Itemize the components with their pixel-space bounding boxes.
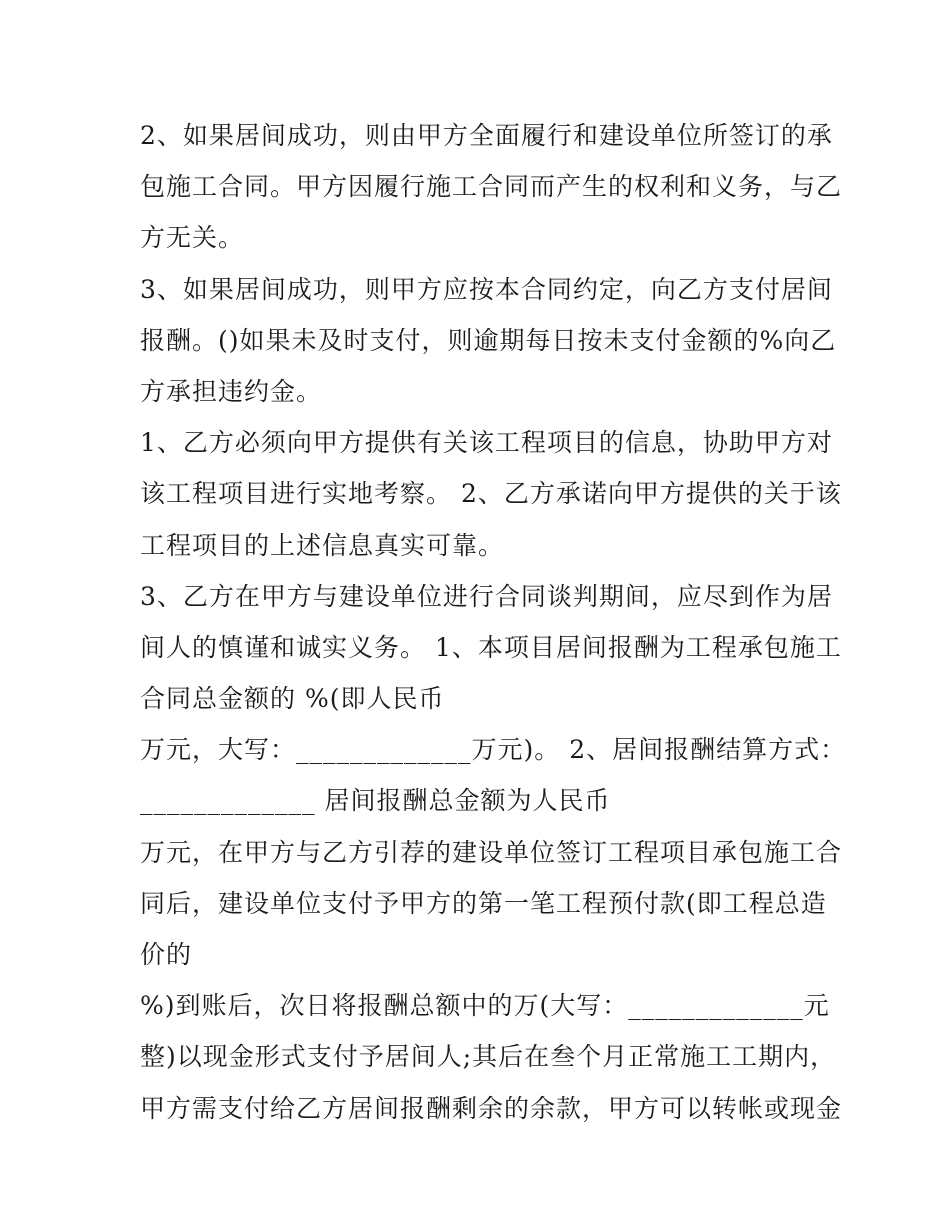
text-line: 整)以现金形式支付予居间人;其后在叁个月正常施工工期内， xyxy=(140,1042,837,1072)
text-line: 3、如果居间成功，则甲方应按本合同约定，向乙方支付居间 xyxy=(140,274,833,304)
text-line: 包施工合同。甲方因履行施工合同而产生的权利和义务，与乙 xyxy=(140,172,843,202)
text-line: 合同总金额的 %(即人民币 xyxy=(140,684,445,714)
text-line: %)到账后，次日将报酬总额中的万(大写：_____________元 xyxy=(140,991,830,1021)
text-line: 工程项目的上述信息真实可靠。 xyxy=(140,530,505,560)
text-line: 甲方需支付给乙方居间报酬剩余的余款，甲方可以转帐或现金 xyxy=(140,1093,843,1123)
text-line: 万元，大写：_____________万元)。 2、居间报酬结算方式： xyxy=(140,735,847,765)
text-line: 1、乙方必须向甲方提供有关该工程项目的信息，协助甲方对 xyxy=(140,428,833,458)
text-line: 万元，在甲方与乙方引荐的建设单位签订工程项目承包施工合 xyxy=(140,837,843,867)
text-line: 方无关。 xyxy=(140,223,245,253)
text-line: 间人的慎谨和诚实义务。 1、本项目居间报酬为工程承包施工 xyxy=(140,632,842,662)
text-line: 同后，建设单位支付予甲方的第一笔工程预付款(即工程总造 xyxy=(140,888,827,918)
text-line: 2、如果居间成功，则由甲方全面履行和建设单位所签订的承 xyxy=(140,121,833,150)
text-line: 价的 xyxy=(140,940,193,969)
text-line: 3、乙方在甲方与建设单位进行合同谈判期间，应尽到作为居 xyxy=(140,581,833,611)
text-line: 报酬。()如果未及时支付，则逾期每日按未支付金额的%向乙 xyxy=(140,325,837,355)
text-line: 该工程项目进行实地考察。 2、乙方承诺向甲方提供的关于该 xyxy=(140,479,842,509)
text-line: 方承担违约金。 xyxy=(140,376,323,406)
document-body xyxy=(140,110,847,1134)
text-line: _____________ 居间报酬总金额为人民币 xyxy=(140,786,611,816)
